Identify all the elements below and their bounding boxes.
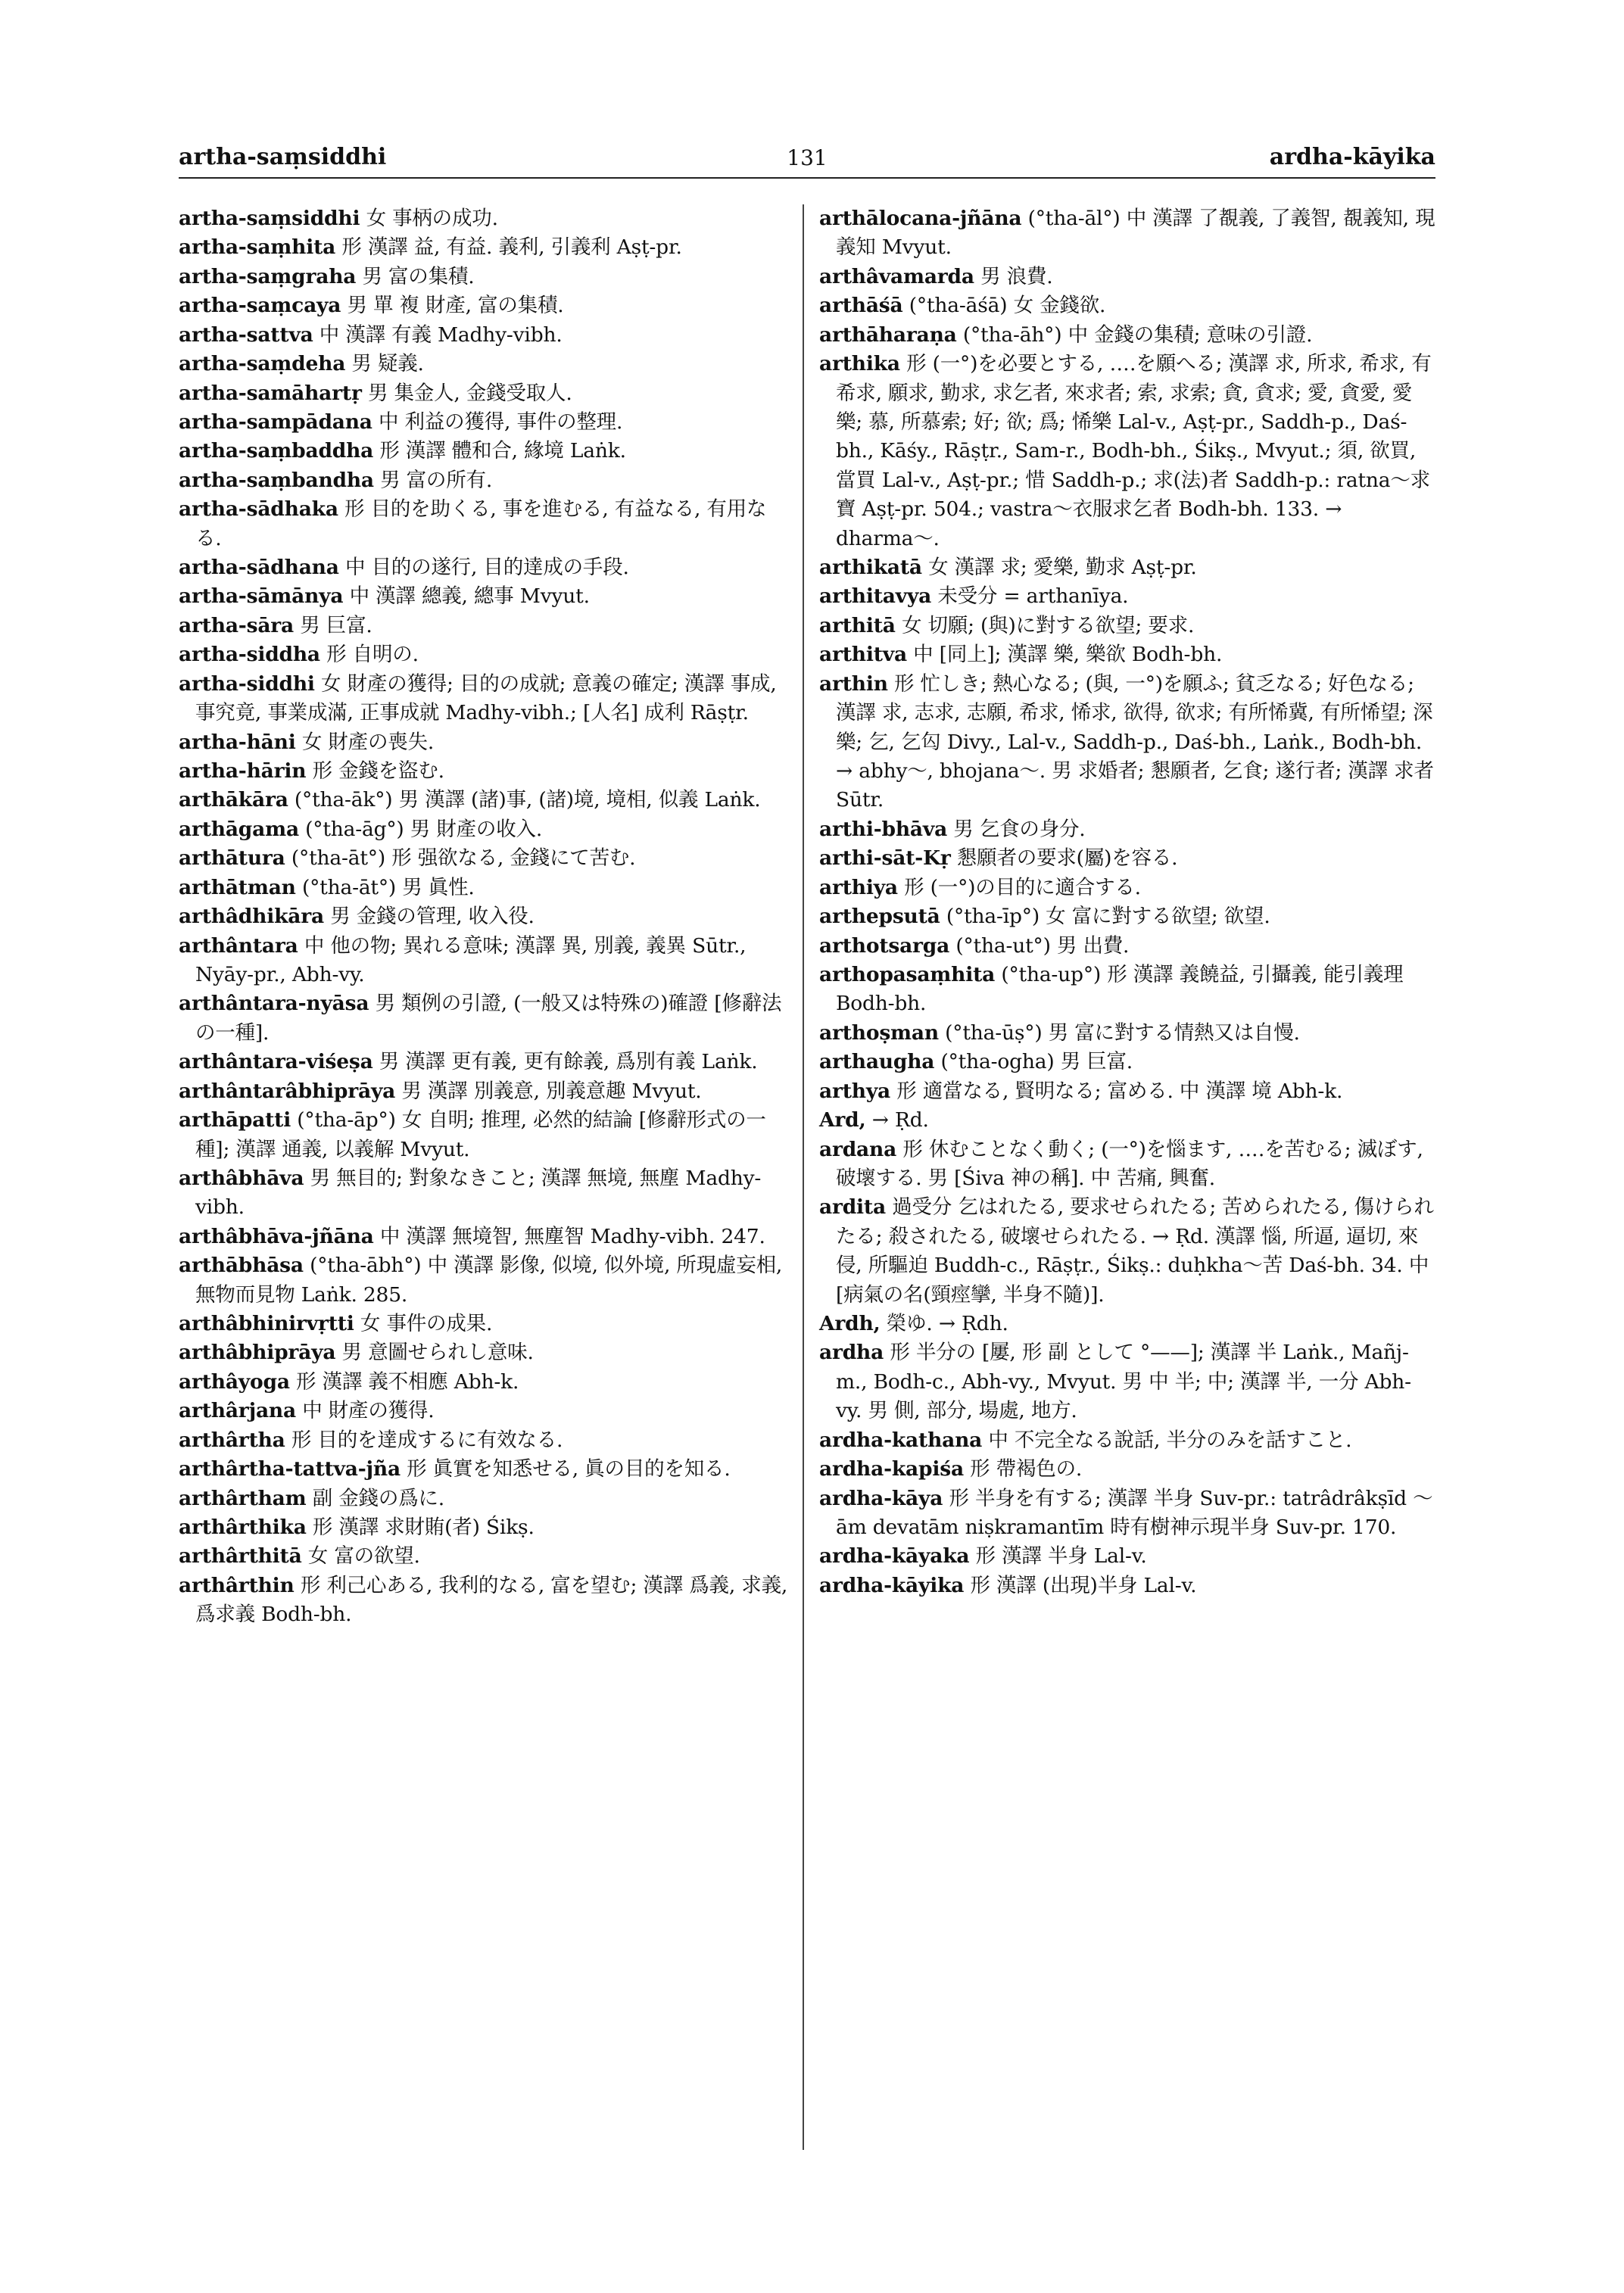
entry-headword: artha-saṃbaddha	[179, 439, 374, 463]
dictionary-entry	[179, 233, 792, 262]
dictionary-entry	[179, 1542, 792, 1571]
dictionary-entry	[179, 844, 792, 873]
dictionary-entry	[179, 1164, 792, 1223]
entry-definition: 女 財產の獲得; 目的の成就; 意義の確定; 漢譯 事成, 事究竟, 事業成滿, 正事成就 Madhy-vibh.; [人名] 成利 Rāṣṭr.	[195, 671, 777, 725]
page-number: 131	[787, 145, 828, 170]
dictionary-entry	[819, 263, 1435, 291]
entry-headword: ardita	[819, 1195, 886, 1220]
entry-definition: 形 適當なる, 賢明なる; 富める. 中 漢譯 境 Abh-k.	[896, 1079, 1343, 1103]
entry-definition: 男 漢譯 更有義, 更有餘義, 爲別有義 Laṅk.	[379, 1050, 758, 1074]
entry-headword: arthârtham	[179, 1486, 307, 1510]
dictionary-entry	[819, 553, 1435, 582]
dictionary-entry	[819, 932, 1435, 961]
dictionary-entry	[819, 1310, 1435, 1338]
entry-headword: arthârthika	[179, 1515, 307, 1539]
entry-headword: arthāśā	[819, 294, 903, 318]
dictionary-entry	[179, 1485, 792, 1513]
entry-definition: 形 目的を達成するに有效なる.	[291, 1428, 563, 1452]
entry-definition: 形 半分の [屢, 形 副 として °——]; 漢譯 半 Laṅk., Mañj-m., Bodh-c., Abh-vy., Mvyut. 男 中 半; 中; 漢譯 半, 一分 Abh-vy. 男 側, 部分, 場處, 地方.	[836, 1341, 1411, 1423]
dictionary-entry	[819, 902, 1435, 931]
entry-definition: 形 自明の.	[326, 643, 419, 667]
entry-headword: arthāpatti	[179, 1108, 291, 1132]
entry-definition: 形 漢譯 義不相應 Abh-k.	[296, 1369, 519, 1394]
dictionary-entry	[179, 1106, 792, 1164]
left-column	[179, 204, 792, 1630]
entry-definition: (°tha-ogha) 男 巨富.	[940, 1050, 1133, 1074]
dictionary-entry	[179, 1338, 792, 1367]
entry-definition: (°tha-īp°) 女 富に對する欲望; 欲望.	[946, 905, 1270, 929]
page-header	[179, 144, 1435, 179]
dictionary-entry	[179, 989, 792, 1048]
entry-definition: 形 利己心ある, 我利的なる, 富を望む; 漢譯 爲義, 求義, 爲求義 Bodh-bh.	[195, 1573, 788, 1627]
entry-definition: 男 乞食の身分.	[953, 817, 1086, 841]
dictionary-entry	[179, 321, 792, 350]
dictionary-entry	[179, 1426, 792, 1455]
entry-headword: arthârthin	[179, 1573, 295, 1597]
entry-definition: 男 類例の引證, (一般又は特殊の)確證 [修辭法の一種].	[195, 992, 782, 1045]
entry-headword: arthika	[819, 352, 900, 376]
entry-headword: Ard,	[819, 1108, 866, 1132]
entry-headword: ardha-kapiśa	[819, 1457, 964, 1481]
dictionary-entry	[819, 1426, 1435, 1455]
entry-headword: arthiya	[819, 875, 898, 899]
dictionary-entry	[179, 728, 792, 757]
entry-headword: ardha-kāyaka	[819, 1544, 970, 1569]
entry-headword: arthântara-viśeṣa	[179, 1050, 373, 1074]
entry-definition: 形 (一°)の目的に適合する.	[904, 875, 1141, 899]
entry-definition: 形 忙しき; 熱心なる; (與, 一°)を願ふ; 貧乏なる; 好色なる; 漢譯 求, 志求, 志願, 希求, 悕求, 欲得, 欲求; 有所悕冀, 有所悕望; 深樂; 乞, 乞匃 Divy., Lal-v., Saddh-p., Daś-bh., Laṅk., Bodh-bh. → abhy〜, bhojana〜. 男 求婚者; 懇願者, 乞食; 遂行者; 漢譯 求者 Sūtr.	[836, 671, 1434, 812]
entry-definition: 女 切願; (與)に對する欲望; 要求.	[901, 613, 1195, 637]
entry-definition: 中 利益の獲得, 事件の整理.	[379, 410, 623, 434]
entry-definition: 男 金錢の管理, 收入役.	[330, 905, 535, 929]
entry-headword: artha-saṃhita	[179, 235, 336, 260]
entry-headword: arthepsutā	[819, 905, 940, 929]
entry-definition: 形 (一°)を必要とする, ‥‥を願へる; 漢譯 求, 所求, 希求, 有希求, 願求, 勤求, 求乞者, 來求者; 索, 求索; 貪, 貪求; 愛, 貪愛, 愛樂; 慕, 所慕索; 好; 欲; 爲; 悕樂 Lal-v., Aṣṭ-pr., Saddh-p., Daś-bh., Kāśy., Rāṣṭr., Sam-r., Bodh-bh., Śikṣ., Mvyut.; 須, 欲買, 當買 Lal-v., Aṣṭ-pr.; 惜 Saddh-p.; 求(法)者 Saddh-p.: ratna〜求寶 Aṣṭ-pr. 504.; vastra〜衣服求乞者 Bodh-bh. 133. → dharma〜.	[836, 352, 1432, 550]
entry-definition: 女 財產の喪失.	[301, 730, 435, 754]
dictionary-entry	[179, 902, 792, 931]
entry-definition: 形 休むことなく動く; (一°)を惱ます, ‥‥を苦むる; 滅ぼす, 破壞する. 男 [Śiva 神の稱]. 中 苦痛, 興奮.	[836, 1137, 1423, 1190]
entry-headword: arthāgama	[179, 817, 299, 841]
entry-definition: 男 集金人, 金錢受取人.	[367, 381, 572, 405]
entry-headword: arthâdhikāra	[179, 905, 324, 929]
entry-definition: (°tha-āśā) 女 金錢欲.	[909, 294, 1106, 318]
dictionary-entry	[179, 640, 792, 669]
dictionary-entry	[179, 495, 792, 553]
entry-headword: artha-samāhartṛ	[179, 381, 362, 405]
dictionary-entry	[179, 670, 792, 728]
dictionary-entry	[179, 612, 792, 640]
entry-definition: 形 漢譯 體和合, 緣境 Laṅk.	[379, 439, 626, 463]
dictionary-entry	[819, 1077, 1435, 1106]
entry-definition: 中 財產の獲得.	[302, 1399, 435, 1423]
dictionary-entry	[819, 1485, 1435, 1543]
dictionary-entry	[179, 553, 792, 582]
dictionary-entry	[819, 582, 1435, 611]
entry-definition: 形 漢譯 益, 有益. 義利, 引義利 Aṣṭ-pr.	[341, 235, 682, 260]
entry-definition: (°tha-ābh°) 中 漢譯 影像, 似境, 似外境, 所現虛妄相, 無物而見物 Laṅk. 285.	[195, 1254, 783, 1307]
entry-definition: (°tha-āp°) 女 自明; 推理, 必然的結論 [修辭形式の一種]; 漢譯 通義, 以義解 Mvyut.	[195, 1108, 766, 1161]
header-left-guide-word: artha-saṃsiddhi	[179, 144, 387, 170]
entry-headword: arthâvamarda	[819, 264, 974, 288]
entry-headword: artha-siddha	[179, 643, 320, 667]
dictionary-entry	[179, 932, 792, 990]
dictionary-entry	[819, 612, 1435, 640]
entry-headword: Ardh,	[819, 1312, 881, 1336]
entry-definition: 男 浪費.	[980, 264, 1053, 288]
dictionary-entry	[819, 874, 1435, 902]
entry-headword: arthârtha	[179, 1428, 285, 1452]
entry-headword: artha-saṃcaya	[179, 294, 341, 318]
entry-headword: arthântara	[179, 933, 298, 958]
dictionary-entry	[819, 640, 1435, 669]
dictionary-entry	[179, 350, 792, 379]
dictionary-entry	[819, 321, 1435, 350]
dictionary-entry	[819, 204, 1435, 263]
entry-headword: arthitā	[819, 613, 896, 637]
dictionary-entry	[819, 961, 1435, 1019]
dictionary-entry	[819, 1572, 1435, 1600]
entry-headword: artha-saṃdeha	[179, 352, 346, 376]
entry-definition: (°tha-ūṣ°) 男 富に對する情熱又は自慢.	[945, 1020, 1300, 1045]
entry-headword: arthârjana	[179, 1399, 296, 1423]
dictionary-entry	[819, 1193, 1435, 1310]
entry-definition: 形 目的を助くる, 事を進むる, 有益なる, 有用なる.	[195, 497, 767, 550]
dictionary-entry	[179, 466, 792, 495]
entry-definition: 形 半身を有する; 漢譯 半身 Suv-pr.: tatrâdrâkṣīd 〜ām devatām niṣkramantīm 時有樹神示現半身 Suv-pr. 170.	[836, 1486, 1433, 1539]
dictionary-entry	[819, 1542, 1435, 1571]
entry-headword: arthopasaṃhita	[819, 962, 996, 986]
entry-definition: (°tha-āh°) 中 金錢の集積; 意味の引證.	[962, 322, 1313, 347]
entry-headword: arthākāra	[179, 788, 288, 812]
entry-headword: artha-sādhaka	[179, 497, 338, 522]
entry-definition: 過受分 乞はれたる, 要求せられたる; 苦められたる, 傷けられたる; 殺されたる, 破壞せられたる. → Ṛd. 漢譯 惱, 所逼, 逼切, 來侵, 所驅迫 Buddh-c., Rāṣṭr., Śikṣ.: duḥkha〜苦 Daś-bh. 34. 中 [病氣の名(頸痙攣, 半身不隨)].	[836, 1195, 1434, 1307]
entry-definition: 未受分 = arthanīya.	[937, 584, 1129, 609]
header-right-guide-word: ardha-kāyika	[1269, 144, 1435, 170]
entry-definition: 男 意圖せられし意味.	[341, 1341, 534, 1365]
entry-headword: ardha	[819, 1341, 884, 1365]
entry-definition: 中 漢譯 有義 Madhy-vibh.	[319, 322, 563, 347]
dictionary-entry	[819, 291, 1435, 320]
dictionary-entry	[179, 408, 792, 437]
entry-headword: artha-sāra	[179, 613, 295, 637]
entry-definition: 榮ゆ. → Ṛdh.	[886, 1312, 1008, 1336]
entry-definition: 男 富の集積.	[362, 264, 475, 288]
entry-headword: arthâbhiprāya	[179, 1341, 336, 1365]
entry-headword: artha-saṃgraha	[179, 264, 357, 288]
entry-headword: artha-sattva	[179, 322, 313, 347]
dictionary-entry	[819, 1106, 1435, 1135]
dictionary-entry	[179, 757, 792, 786]
dictionary-entry	[179, 1397, 792, 1425]
dictionary-entry	[179, 1223, 792, 1251]
entry-headword: arthâbhāva-jñāna	[179, 1224, 374, 1248]
entry-headword: arthin	[819, 671, 888, 696]
entry-definition: 男 漢譯 別義意, 別義意趣 Mvyut.	[401, 1079, 702, 1103]
entry-headword: ardha-kāyika	[819, 1573, 965, 1597]
dictionary-entry	[179, 437, 792, 466]
entry-definition: 中 [同上]; 漢譯 樂, 樂欲 Bodh-bh.	[913, 643, 1223, 667]
entry-definition: 男 富の所有.	[380, 468, 493, 492]
entry-headword: arthi-bhāva	[819, 817, 948, 841]
entry-headword: arthitva	[819, 643, 907, 667]
entry-headword: arthotsarga	[819, 933, 950, 958]
entry-definition: 中 漢譯 總義, 總事 Mvyut.	[349, 584, 590, 609]
entry-headword: artha-sampādana	[179, 410, 372, 434]
dictionary-entry	[179, 1251, 792, 1310]
entry-definition: (°tha-āt°) 男 眞性.	[301, 875, 475, 899]
dictionary-entry	[819, 815, 1435, 844]
entry-definition: 副 金錢の爲に.	[312, 1486, 444, 1510]
entry-definition: 懇願者の要求(屬)を容る.	[956, 846, 1178, 871]
entry-definition: 形 金錢を盜む.	[312, 759, 444, 784]
entry-definition: 形 漢譯 求財賄(者) Śikṣ.	[312, 1515, 535, 1539]
dictionary-entry	[179, 1513, 792, 1542]
entry-definition: 男 單 複 財產, 富の集積.	[347, 294, 564, 318]
entry-headword: arthântara-nyāsa	[179, 992, 369, 1016]
dictionary-entry	[819, 350, 1435, 553]
dictionary-entry	[819, 844, 1435, 873]
dictionary-entry	[179, 1048, 792, 1076]
dictionary-entry	[179, 874, 792, 902]
entry-definition: (°tha-āg°) 男 財產の收入.	[305, 817, 543, 841]
entry-definition: (°tha-āl°) 中 漢譯 了覩義, 了義智, 覩義知, 現義知 Mvyut.	[836, 207, 1435, 260]
entry-definition: 女 漢譯 求; 愛樂, 勤求 Aṣṭ-pr.	[928, 556, 1197, 580]
dictionary-entry	[179, 1077, 792, 1106]
column-divider	[803, 204, 804, 2150]
dictionary-entry	[179, 1455, 792, 1484]
entry-headword: artha-sāmānya	[179, 584, 344, 609]
dictionary-entry	[179, 263, 792, 291]
entry-definition: 女 富の欲望.	[307, 1544, 420, 1569]
entry-definition: 形 漢譯 半身 Lal-v.	[975, 1544, 1147, 1569]
entry-headword: artha-hārin	[179, 759, 307, 784]
entry-headword: arthi-sāt-Kṛ	[819, 846, 951, 871]
dictionary-entry	[819, 1136, 1435, 1194]
entry-headword: artha-hāni	[179, 730, 296, 754]
entry-headword: arthântarâbhiprāya	[179, 1079, 396, 1103]
entry-headword: ardana	[819, 1137, 897, 1161]
entry-headword: arthātman	[179, 875, 296, 899]
entry-definition: 男 疑義.	[351, 352, 424, 376]
entry-headword: arthârthitā	[179, 1544, 302, 1569]
dictionary-entry	[819, 1019, 1435, 1048]
entry-headword: arthârtha-tattva-jña	[179, 1457, 401, 1481]
entry-definition: 中 漢譯 無境智, 無塵智 Madhy-vibh. 247.	[379, 1224, 765, 1248]
entry-headword: arthâbhinirvṛtti	[179, 1312, 354, 1336]
dictionary-entry	[819, 1455, 1435, 1484]
entry-headword: arthoṣman	[819, 1020, 939, 1045]
entry-definition: 形 漢譯 (出現)半身 Lal-v.	[970, 1573, 1197, 1597]
entry-headword: arthālocana-jñāna	[819, 207, 1022, 230]
entry-headword: arthāharaṇa	[819, 322, 957, 347]
entry-definition: (°tha-āk°) 男 漢譯 (諸)事, (諸)境, 境相, 似義 Laṅk.	[294, 788, 761, 812]
dictionary-entry	[819, 670, 1435, 815]
entry-headword: arthābhāsa	[179, 1254, 304, 1278]
entry-definition: → Ṛd.	[871, 1108, 929, 1132]
entry-definition: (°tha-ut°) 男 出費.	[955, 933, 1130, 958]
entry-headword: arthâyoga	[179, 1369, 290, 1394]
entry-headword: ardha-kathana	[819, 1428, 983, 1452]
dictionary-entry	[179, 1368, 792, 1397]
entry-definition: (°tha-up°) 形 漢譯 義饒益, 引攝義, 能引義理 Bodh-bh.	[836, 962, 1404, 1016]
dictionary-entry	[179, 582, 792, 611]
entry-definition: 女 事件の成果.	[360, 1312, 493, 1336]
entry-definition: (°tha-āt°) 形 强欲なる, 金錢にて苦む.	[291, 846, 636, 871]
entry-definition: 男 無目的; 對象なきこと; 漢譯 無境, 無塵 Madhy-vibh.	[195, 1166, 762, 1220]
dictionary-entry	[819, 1048, 1435, 1076]
dictionary-entry	[179, 1572, 792, 1630]
entry-headword: artha-sādhana	[179, 556, 339, 580]
entry-headword: artha-saṃbandha	[179, 468, 374, 492]
entry-headword: arthaugha	[819, 1050, 935, 1074]
dictionary-entry	[179, 1310, 792, 1338]
entry-definition: 中 目的の遂行, 目的達成の手段.	[344, 556, 629, 580]
dictionary-entry	[179, 815, 792, 844]
entry-headword: arthātura	[179, 846, 285, 871]
entry-definition: 形 眞實を知悉せる, 眞の目的を知る.	[407, 1457, 731, 1481]
entry-definition: 中 他の物; 異れる意味; 漢譯 異, 別義, 義異 Sūtr., Nyāy-pr., Abh-vy.	[195, 933, 747, 986]
entry-definition: 女 事柄の成功.	[366, 207, 498, 230]
entry-headword: ardha-kāya	[819, 1486, 943, 1510]
entry-definition: 中 不完全なる說話, 半分のみを話すこと.	[988, 1428, 1352, 1452]
right-column	[819, 204, 1435, 1600]
entry-headword: arthitavya	[819, 584, 932, 609]
entry-headword: arthikatā	[819, 556, 922, 580]
entry-headword: artha-siddhi	[179, 671, 315, 696]
entry-headword: arthâbhāva	[179, 1166, 304, 1190]
dictionary-entry	[179, 291, 792, 320]
dictionary-entry	[179, 204, 792, 233]
entry-definition: 男 巨富.	[300, 613, 372, 637]
entry-headword: arthya	[819, 1079, 891, 1103]
entry-headword: artha-saṃsiddhi	[179, 207, 360, 230]
entry-definition: 形 帶褐色の.	[970, 1457, 1083, 1481]
dictionary-entry	[179, 379, 792, 408]
dictionary-entry	[179, 786, 792, 815]
dictionary-entry	[819, 1338, 1435, 1425]
